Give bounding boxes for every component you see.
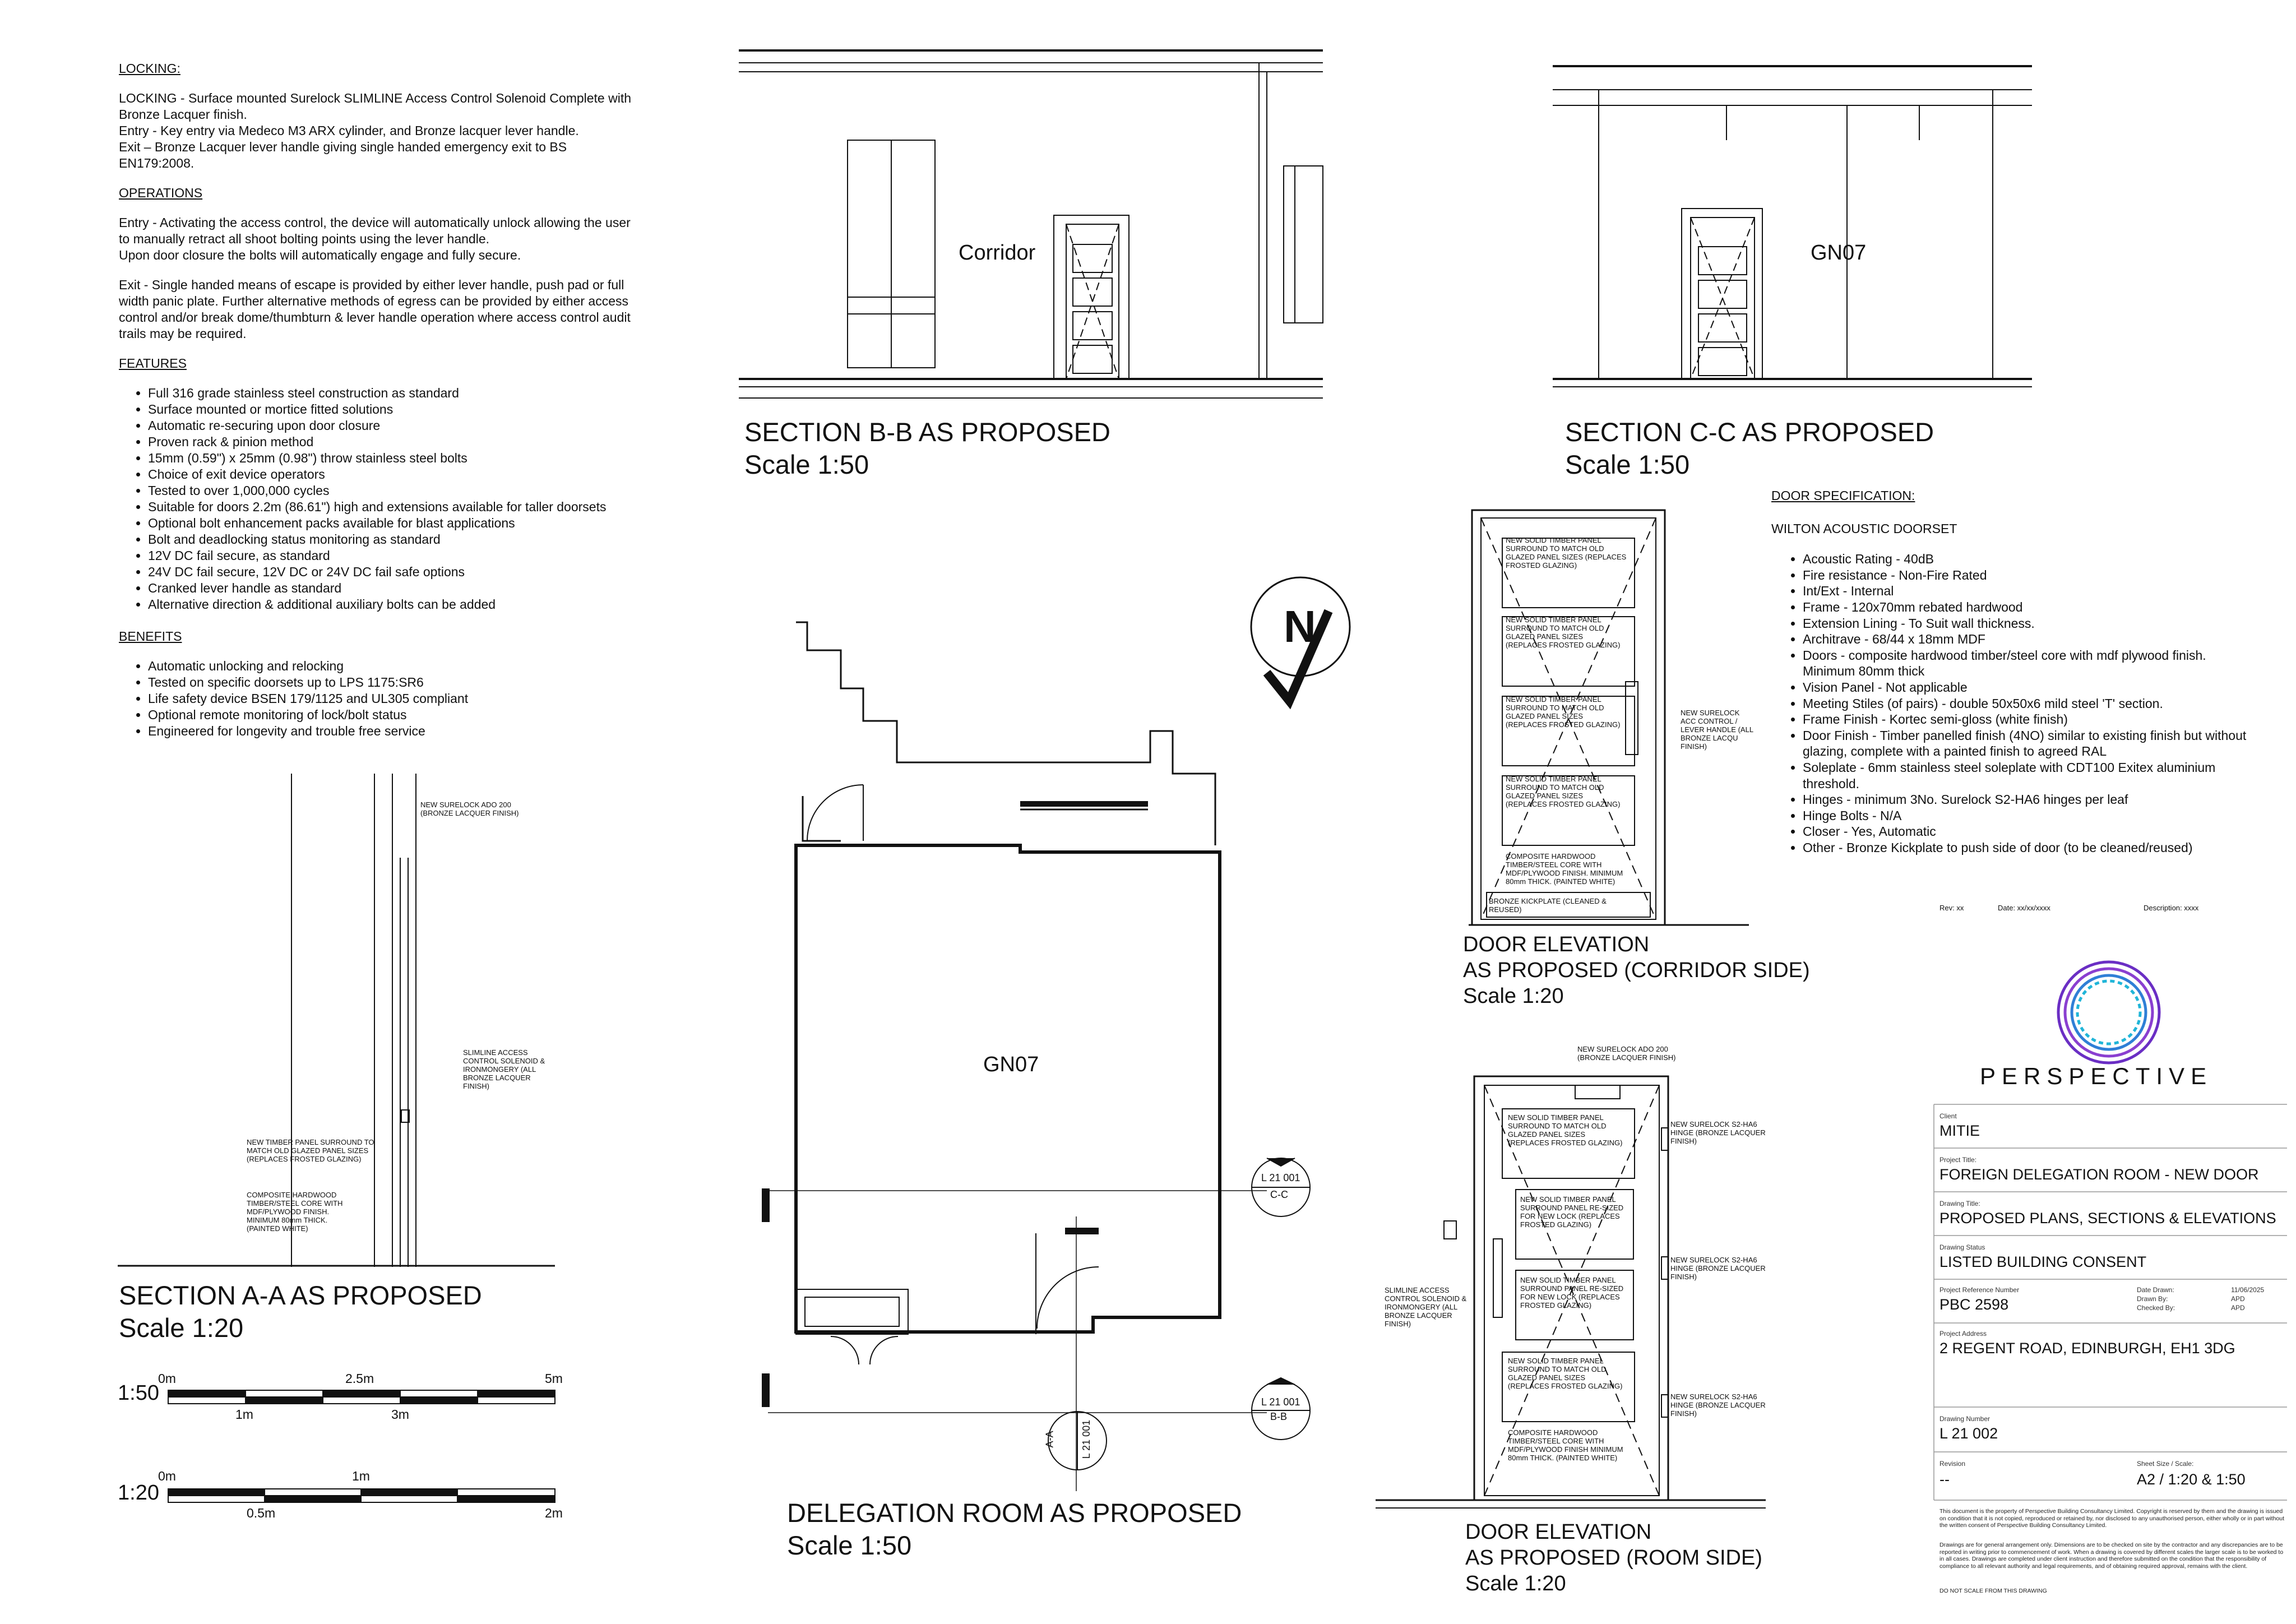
door-room-title-1: DOOR ELEVATION bbox=[1465, 1520, 1652, 1544]
corridor-label: Corridor bbox=[959, 241, 1036, 265]
door-specification bbox=[1771, 488, 2259, 855]
locking-line: Entry - Key entry via Medeco M3 ARX cylinder, and Bronze lacquer lever handle. bbox=[119, 123, 579, 138]
north-label: N bbox=[1284, 602, 1316, 651]
feature-item: • Alternative direction & additional auxiliary bolts can be added bbox=[148, 596, 635, 613]
status-label: Drawing Status bbox=[1939, 1243, 1985, 1251]
operations-line: Exit - Single handed means of escape is provided by either lever handle, push pad or full width panic plate. Further alternative methods of egress can be provided by either access control and/or break dome/thumbturn & lever handle operation where access control audit trails may be required. bbox=[119, 277, 631, 341]
sheet-size-label: Sheet Size / Scale: bbox=[2137, 1460, 2194, 1468]
door-corridor-title bbox=[1463, 932, 1810, 1009]
plan-room-label: GN07 bbox=[983, 1053, 1039, 1076]
scale-bar-1-tick: 2.5m bbox=[345, 1371, 374, 1386]
feature-item: • Suitable for doors 2.2m (86.61") high and extensions available for taller doorsets bbox=[148, 499, 635, 515]
plan-title: DELEGATION ROOM AS PROPOSED bbox=[787, 1498, 1242, 1528]
feature-item: • Bolt and deadlocking status monitoring as standard bbox=[148, 531, 635, 548]
ref-value: PBC 2598 bbox=[1939, 1296, 2009, 1313]
dr-hinge-note-3: NEW SURELOCK S2-HA6 HINGE (BRONZE LACQUER FINISH) bbox=[1670, 1392, 1766, 1418]
door-room-title bbox=[1465, 1519, 1762, 1597]
general-notes bbox=[119, 61, 635, 755]
door-spec-item: • Hinges - minimum 3No. Surelock S2-HA6 hinges per leaf bbox=[1803, 792, 2259, 808]
section-aa-title: SECTION A-A AS PROPOSED bbox=[119, 1280, 482, 1310]
address-label: Project Address bbox=[1939, 1330, 1987, 1338]
copyright-notice: This document is the property of Perspective Building Consultancy Limited. Copyright is reserved by them and the drawing is issued on condition that it is not copied, reproduced or retained by, nor disclosed to any unauthorised person, either wholly or in part without the written consent of Perspective Building Consultancy Limited. bbox=[1939, 1508, 2285, 1529]
address-value: 2 REGENT ROAD, EDINBURGH, EH1 3DG bbox=[1939, 1340, 2235, 1357]
section-cc-scale: Scale 1:50 bbox=[1565, 450, 1690, 479]
scale-bar-1-graphic bbox=[168, 1390, 555, 1404]
door-spec-heading: DOOR SPECIFICATION: bbox=[1771, 488, 1915, 503]
door-spec-item: • Frame Finish - Kortec semi-gloss (white finish) bbox=[1803, 711, 2259, 728]
door-corridor-title-2: AS PROPOSED (CORRIDOR SIDE) bbox=[1463, 959, 1810, 982]
section-cc-title: SECTION C-C AS PROPOSED bbox=[1565, 417, 1934, 447]
tag-cc-ref: L 21 001 bbox=[1261, 1172, 1300, 1183]
locking-line: Exit – Bronze Lacquer lever handle giving single handed emergency exit to BS EN179:2008. bbox=[119, 140, 567, 170]
feature-item: • Automatic re-securing upon door closure bbox=[148, 418, 635, 434]
dc-lever-note: NEW SURELOCK ACC CONTROL / LEVER HANDLE (ALL BRONZE LACQU FINISH) bbox=[1681, 709, 1753, 751]
do-not-scale-notice: DO NOT SCALE FROM THIS DRAWING bbox=[1939, 1588, 2047, 1594]
sheet-size-value: A2 / 1:20 & 1:50 bbox=[2137, 1471, 2246, 1488]
feature-item: • 24V DC fail secure, 12V DC or 24V DC fail safe options bbox=[148, 564, 635, 580]
benefit-item: • Life safety device BSEN 179/1125 and UL305 compliant bbox=[148, 691, 635, 707]
tag-bb-id: B-B bbox=[1270, 1411, 1288, 1422]
door-spec-subtitle: WILTON ACOUSTIC DOORSET bbox=[1771, 521, 1957, 536]
scale-bar-1-tick: 5m bbox=[545, 1371, 563, 1386]
scale-bar-2-tick: 1m bbox=[352, 1469, 370, 1483]
section-bb-drawing bbox=[739, 50, 1323, 398]
dr-panel-lock-note-2: NEW SOLID TIMBER PANEL SURROUND PANEL RE-SIZED FOR NEW LOCK (REPLACES FROSTED GLAZING) bbox=[1520, 1276, 1624, 1310]
tag-aa-id: A-A bbox=[1044, 1431, 1056, 1448]
drawing-title-label: Drawing Title: bbox=[1939, 1200, 1980, 1207]
door-spec-item: • Frame - 120x70mm rebated hardwood bbox=[1803, 599, 2259, 616]
ref-label: Project Reference Number bbox=[1939, 1286, 2020, 1294]
benefit-item: • Engineered for longevity and trouble free service bbox=[148, 723, 635, 739]
dr-surelock-note: NEW SURELOCK ADO 200 (BRONZE LACQUER FINISH) bbox=[1577, 1045, 1676, 1062]
tag-cc-id: C-C bbox=[1270, 1189, 1288, 1200]
features-list bbox=[119, 385, 635, 613]
client-label: Client bbox=[1939, 1112, 1957, 1120]
checked-by-label: Checked By: bbox=[2137, 1304, 2175, 1312]
feature-item: • 12V DC fail secure, as standard bbox=[148, 548, 635, 564]
door-spec-item: • Vision Panel - Not applicable bbox=[1803, 679, 2259, 696]
scale-bar-1-tick: 0m bbox=[158, 1371, 176, 1386]
feature-item: • 15mm (0.59") x 25mm (0.98") throw stainless steel bolts bbox=[148, 450, 635, 466]
scale-bar-2-tick: 0m bbox=[158, 1469, 176, 1483]
feature-item: • Choice of exit device operators bbox=[148, 466, 635, 483]
door-spec-item: • Door Finish - Timber panelled finish (4NO) similar to existing finish but without glazing, complete with a painted finish to agreed RAL bbox=[1803, 728, 2259, 760]
tag-aa-ref: L 21 001 bbox=[1081, 1419, 1093, 1459]
operations-heading: OPERATIONS bbox=[119, 186, 203, 200]
door-corridor-title-1: DOOR ELEVATION bbox=[1463, 933, 1650, 956]
drawing-number-value: L 21 002 bbox=[1939, 1425, 1998, 1442]
scale-bar-1-label: 1:50 bbox=[118, 1381, 159, 1405]
operations-line: Entry - Activating the access control, the device will automatically unlock allowing the user to manually retract all shoot bolting points using the lever handle. bbox=[119, 215, 631, 246]
dr-panel-note-1: NEW SOLID TIMBER PANEL SURROUND TO MATCH OLD GLAZED PANEL SIZES (REPLACES FROSTED GLAZING) bbox=[1508, 1113, 1623, 1147]
feature-item: • Full 316 grade stainless steel construction as standard bbox=[148, 385, 635, 401]
door-spec-item: • Extension Lining - To Suit wall thickness. bbox=[1803, 616, 2259, 632]
dr-hinge-note-1: NEW SURELOCK S2-HA6 HINGE (BRONZE LACQUER FINISH) bbox=[1670, 1120, 1766, 1145]
door-spec-item: • Closer - Yes, Automatic bbox=[1803, 823, 2259, 840]
project-label: Project Title: bbox=[1939, 1156, 1977, 1164]
scale-bar-2-label: 1:20 bbox=[118, 1481, 159, 1505]
door-spec-item: • Soleplate - 6mm stainless steel soleplate with CDT100 Exitex aluminium threshold. bbox=[1803, 760, 2259, 792]
rev-field: Rev: xx bbox=[1939, 904, 1964, 912]
feature-item: • Surface mounted or mortice fitted solutions bbox=[148, 401, 635, 418]
dc-panel-note-2: NEW SOLID TIMBER PANEL SURROUND TO MATCH OLD GLAZED PANEL SIZES (REPLACES FROSTED GLAZING) bbox=[1506, 616, 1621, 649]
dr-core-note: COMPOSITE HARDWOOD TIMBER/STEEL CORE WITH MDF/PLYWOOD FINISH MINIMUM 80mm THICK. (PAINTED WHITE) bbox=[1508, 1428, 1623, 1462]
perspective-logo-ring bbox=[2058, 962, 2159, 1063]
locking-line: LOCKING - Surface mounted Surelock SLIMLINE Access Control Solenoid Complete with Bronze Lacquer finish. bbox=[119, 91, 632, 122]
benefit-item: • Tested on specific doorsets up to LPS 1175:SR6 bbox=[148, 674, 635, 691]
feature-item: • Proven rack & pinion method bbox=[148, 434, 635, 450]
aa-surelock-note: NEW SURELOCK ADO 200 (BRONZE LACQUER FINISH) bbox=[420, 801, 519, 817]
dc-core-note: COMPOSITE HARDWOOD TIMBER/STEEL CORE WITH MDF/PLYWOOD FINISH. MINIMUM 80mm THICK. (PAINTED WHITE) bbox=[1506, 852, 1623, 886]
benefits-list bbox=[119, 658, 635, 739]
dc-panel-note-3: NEW SOLID TIMBER PANEL SURROUND TO MATCH OLD GLAZED PANEL SIZES (REPLACES FROSTED GLAZING) bbox=[1506, 695, 1621, 729]
feature-item: • Cranked lever handle as standard bbox=[148, 580, 635, 596]
benefit-item: • Optional remote monitoring of lock/bolt status bbox=[148, 707, 635, 723]
plan-scale: Scale 1:50 bbox=[787, 1530, 912, 1560]
section-bb-scale: Scale 1:50 bbox=[744, 450, 869, 479]
aa-core-note: COMPOSITE HARDWOOD TIMBER/STEEL CORE WITH MDF/PLYWOOD FINISH. MINIMUM 80mm THICK. (PAINTED WHITE) bbox=[247, 1191, 343, 1233]
benefit-item: • Automatic unlocking and relocking bbox=[148, 658, 635, 674]
benefits-heading: BENEFITS bbox=[119, 629, 182, 644]
aa-solenoid-note: SLIMLINE ACCESS CONTROL SOLENOID & IRONMONGERY (ALL BRONZE LACQUER FINISH) bbox=[463, 1048, 545, 1090]
scale-bar-2-tick: 0.5m bbox=[247, 1506, 276, 1520]
door-spec-item: • Fire resistance - Non-Fire Rated bbox=[1803, 567, 2259, 584]
rev-description-field: Description: xxxx bbox=[2144, 904, 2199, 912]
door-spec-item: • Hinge Bolts - N/A bbox=[1803, 808, 2259, 824]
door-room-title-2: AS PROPOSED (ROOM SIDE) bbox=[1465, 1546, 1762, 1570]
status-value: LISTED BUILDING CONSENT bbox=[1939, 1253, 2147, 1270]
dr-panel-lock-note-1: NEW SOLID TIMBER PANEL SURROUND PANEL RE-SIZED FOR NEW LOCK (REPLACES FROSTED GLAZING) bbox=[1520, 1195, 1624, 1229]
tag-bb-ref: L 21 001 bbox=[1261, 1396, 1300, 1408]
section-cc-room-label: GN07 bbox=[1811, 241, 1867, 265]
dc-panel-note-1: NEW SOLID TIMBER PANEL SURROUND TO MATCH OLD GLAZED PANEL SIZES (REPLACES FROSTED GLAZING) bbox=[1506, 536, 1627, 570]
locking-heading: LOCKING: bbox=[119, 61, 180, 76]
rev-date-field: Date: xx/xx/xxxx bbox=[1998, 904, 2050, 912]
dr-hinge-note-2: NEW SURELOCK S2-HA6 HINGE (BRONZE LACQUER FINISH) bbox=[1670, 1256, 1766, 1281]
dr-panel-note-2: NEW SOLID TIMBER PANEL SURROUND TO MATCH OLD GLAZED PANEL SIZES (REPLACES FROSTED GLAZING) bbox=[1508, 1357, 1623, 1390]
door-spec-item: • Architrave - 68/44 x 18mm MDF bbox=[1803, 631, 2259, 647]
door-corridor-scale: Scale 1:20 bbox=[1463, 984, 1564, 1008]
client-value: MITIE bbox=[1939, 1122, 1980, 1139]
brand-name: PERSPECTIVE bbox=[1980, 1063, 2213, 1089]
door-spec-item: • Acoustic Rating - 40dB bbox=[1803, 551, 2259, 567]
drawn-by-label: Drawn By: bbox=[2137, 1295, 2168, 1303]
section-bb-title: SECTION B-B AS PROPOSED bbox=[744, 417, 1110, 447]
dc-panel-note-4: NEW SOLID TIMBER PANEL SURROUND TO MATCH OLD GLAZED PANEL SIZES (REPLACES FROSTED GLAZING) bbox=[1506, 775, 1621, 808]
aa-panel-note: NEW TIMBER PANEL SURROUND TO MATCH OLD GLAZED PANEL SIZES (REPLACES FROSTED GLAZING) bbox=[247, 1138, 374, 1163]
dc-kickplate-note: BRONZE KICKPLATE (CLEANED & REUSED) bbox=[1489, 897, 1607, 914]
project-value: FOREIGN DELEGATION ROOM - NEW DOOR bbox=[1939, 1166, 2259, 1183]
features-heading: FEATURES bbox=[119, 356, 187, 371]
feature-item: • Tested to over 1,000,000 cycles bbox=[148, 483, 635, 499]
scale-bar-1-tick: 3m bbox=[391, 1407, 409, 1422]
section-cc-drawing bbox=[1553, 66, 2032, 387]
section-aa-scale: Scale 1:20 bbox=[119, 1313, 244, 1343]
door-spec-item: • Other - Bronze Kickplate to push side of door (to be cleaned/reused) bbox=[1803, 840, 2259, 856]
revision-value: -- bbox=[1939, 1471, 1950, 1488]
date-drawn-label: Date Drawn: bbox=[2137, 1286, 2174, 1294]
dr-solenoid-note: SLIMLINE ACCESS CONTROL SOLENOID & IRONMONGERY (ALL BRONZE LACQUER FINISH) bbox=[1385, 1286, 1467, 1328]
date-drawn-value: 11/06/2025 bbox=[2231, 1286, 2265, 1294]
general-arrangement-notice: Drawings are for general arrangement only. Dimensions are to be checked on site by the contractor and any discrepancies are to be reported in writing prior to commencement of work. When a drawing is covered by different scales the larger scale is to be worked to in all cases. Drawings are completed under client instruction and therefore submitted on the condition that the responsibility of compliance to all relevant authority and legal requirements, and of obtaining required approval, remains with the client. bbox=[1939, 1542, 2284, 1570]
drawing-number-label: Drawing Number bbox=[1939, 1415, 1991, 1423]
door-spec-list bbox=[1771, 551, 2259, 855]
drawing-title-value: PROPOSED PLANS, SECTIONS & ELEVATIONS bbox=[1939, 1210, 2276, 1227]
feature-item: • Optional bolt enhancement packs available for blast applications bbox=[148, 515, 635, 531]
operations-line: Upon door closure the bolts will automatically engage and fully secure. bbox=[119, 248, 521, 262]
door-spec-item: • Int/Ext - Internal bbox=[1803, 583, 2259, 599]
door-room-scale: Scale 1:20 bbox=[1465, 1572, 1566, 1595]
scale-bar-2-tick: 2m bbox=[545, 1506, 563, 1520]
revision-label: Revision bbox=[1939, 1460, 1966, 1468]
drawn-by-value: APD bbox=[2231, 1295, 2245, 1303]
checked-by-value: APD bbox=[2231, 1304, 2245, 1312]
scale-bar-2-graphic bbox=[168, 1489, 555, 1502]
door-spec-item: • Meeting Stiles (of pairs) - double 50x50x6 mild steel 'T' section. bbox=[1803, 696, 2259, 712]
door-spec-item: • Doors - composite hardwood timber/steel core with mdf plywood finish. Minimum 80mm thick bbox=[1803, 647, 2259, 679]
scale-bar-1-tick: 1m bbox=[235, 1407, 253, 1422]
